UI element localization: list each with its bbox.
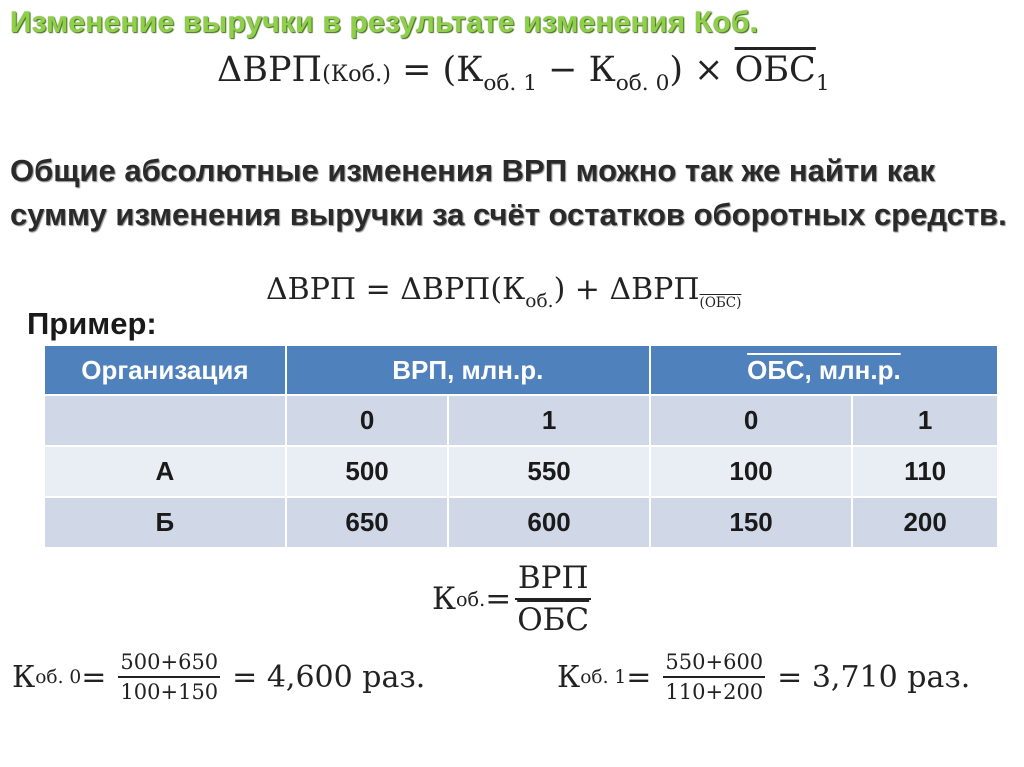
table-cell xyxy=(44,395,286,446)
slide-title: Изменение выручки в результате изменения Коб. xyxy=(10,6,759,39)
table-cell: 1 xyxy=(852,395,998,446)
k1-subscript: об. 1 xyxy=(483,71,538,97)
table-cell: 150 xyxy=(650,497,852,548)
formula-rhs-open: = (К xyxy=(402,50,484,90)
calc0-numerator: 500+650 xyxy=(120,650,219,674)
calc1-k-subscript: об. 1 xyxy=(580,666,627,688)
calc0-k: К xyxy=(12,659,36,695)
table-cell: 1 xyxy=(448,395,649,446)
formula-obs: ОБС xyxy=(734,50,816,90)
calc1-k: К xyxy=(557,659,581,695)
calc1-equals: = xyxy=(626,659,652,695)
formula2-part2: ) + ΔВРП xyxy=(553,272,700,307)
formula2-obs-subscript: (ОБС) xyxy=(699,295,742,312)
table-cell: 100 xyxy=(650,446,852,497)
header-obs xyxy=(650,345,998,395)
formula-revenue-change-by-turnover xyxy=(217,50,830,96)
formula2-k-subscript: об. xyxy=(525,290,554,312)
calc0-equals: = xyxy=(81,659,107,695)
formula3-k-subscript: об. xyxy=(456,587,486,611)
table-cell: 110 xyxy=(852,446,998,497)
header-obs-label: ОБС, млн.р. xyxy=(747,354,901,385)
k0-subscript: об. 0 xyxy=(615,71,670,97)
calc-turnover-1 xyxy=(557,650,970,704)
calc0-fraction xyxy=(118,650,220,704)
table-header-row xyxy=(44,345,998,395)
formula-lhs-subscript: (Коб.) xyxy=(322,61,391,87)
header-vrp: ВРП, млн.р. xyxy=(286,345,650,395)
formula-rhs-close: ) × xyxy=(669,50,735,90)
calc1-numerator: 550+600 xyxy=(665,650,764,674)
calc0-result: = 4,600 раз. xyxy=(232,659,426,695)
calc1-fraction xyxy=(663,650,765,704)
formula2-part1: ΔВРП = ΔВРП(К xyxy=(266,272,526,307)
table-cell: 500 xyxy=(286,446,449,497)
formula-minus: − К xyxy=(537,50,616,90)
table-cell: 650 xyxy=(286,497,449,548)
example-table xyxy=(43,344,999,549)
table-cell: А xyxy=(44,446,286,497)
table-cell: 600 xyxy=(448,497,649,548)
explanation-paragraph: Общие абсолютные изменения ВРП можно так же найти как сумму изменения выручки за счёт остатков оборотных средств. xyxy=(10,153,1007,232)
calc0-denominator: 100+150 xyxy=(118,676,220,704)
obs-subscript: 1 xyxy=(815,71,830,97)
table-cell: 200 xyxy=(852,497,998,548)
table-cell: 0 xyxy=(650,395,852,446)
table-row xyxy=(44,446,998,497)
formula-total-change xyxy=(266,272,741,312)
table-cell: Б xyxy=(44,497,286,548)
formula3-fraction xyxy=(515,560,591,638)
formula3-denominator: ОБС xyxy=(515,598,591,638)
formula-turnover-ratio xyxy=(432,560,595,638)
formula3-numerator: ВРП xyxy=(517,560,589,596)
calc-turnover-0 xyxy=(12,650,425,704)
table-period-row xyxy=(44,395,998,446)
formula3-k: К xyxy=(432,581,456,617)
example-label: Пример: xyxy=(27,306,157,341)
calc0-k-subscript: об. 0 xyxy=(35,666,82,688)
formula-lhs: ΔВРП xyxy=(217,50,323,90)
formula3-equals: = xyxy=(485,581,512,617)
calc1-result: = 3,710 раз. xyxy=(777,659,971,695)
table-cell: 550 xyxy=(448,446,649,497)
table-row xyxy=(44,497,998,548)
header-organization: Организация xyxy=(44,345,286,395)
table-cell: 0 xyxy=(286,395,449,446)
calc1-denominator: 110+200 xyxy=(663,676,765,704)
